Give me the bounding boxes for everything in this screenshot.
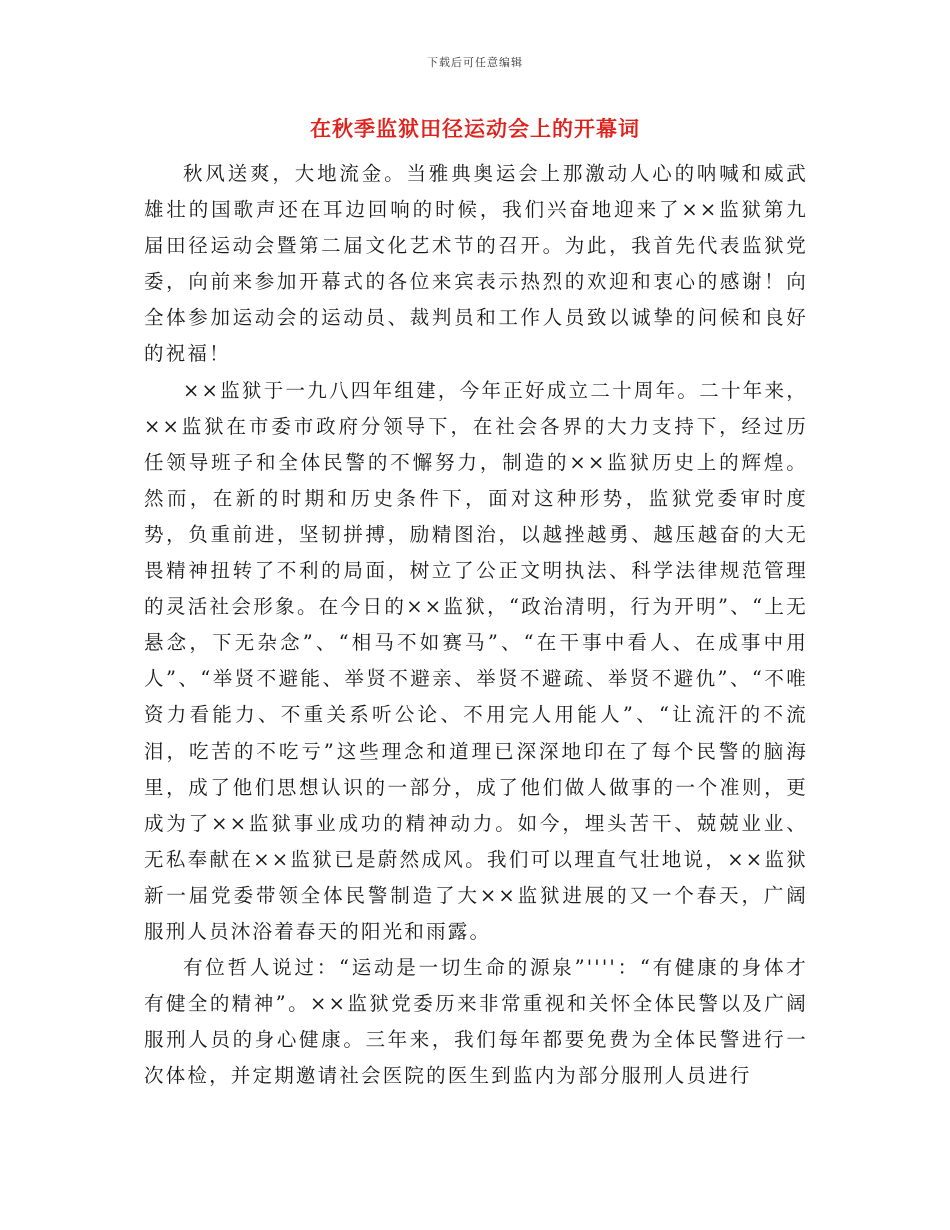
document-title: 在秋季监狱田径运动会上的开幕词 xyxy=(310,116,640,141)
paragraph: ××监狱于一九八四年组建，今年正好成立二十周年。二十年来，××监狱在市委市政府分领导下，在社会各界的大力支持下，经过历任领导班子和全体民警的不懈努力，制造的××监狱历史上的辉煌。然而，在新的时期和历史条件下，面对这种形势，监狱党委审时度势，负重前进，坚韧拼搏，励精图治，以越挫越勇、越压越奋的大无畏精神扭转了不利的局面，树立了公正文明执法、科学法律规范管理的灵活社会形象。在今日的××监狱，“政治清明，行为开明”、“上无悬念，下无杂念”、“相马不如赛马”、“在干事中看人、在成事中用人”、“举贤不避能、举贤不避亲、举贤不避疏、举贤不避仇”、“不唯资力看能力、不重关系听公论、不用完人用能人”、“让流汗的不流泪，吃苦的不吃亏”这些理念和道理已深深地印在了每个民警的脑海里，成了他们思想认识的一部分，成了他们做人做事的一个准则，更成为了××监狱事业成功的精神动力。如今，埋头苦干、兢兢业业、无私奉献在××监狱已是蔚然成风。我们可以理直气壮地说，××监狱新一届党委带领全体民警制造了大××监狱进展的又一个春天，广阔服刑人员沐浴着春天的阳光和雨露。 xyxy=(144,378,808,943)
paragraph: 秋风送爽，大地流金。当雅典奥运会上那激动人心的呐喊和威武雄壮的国歌声还在耳边回响的时候，我们兴奋地迎来了××监狱第九届田径运动会暨第二届文化艺术节的召开。为此，我首先代表监狱党委，向前来参加开幕式的各位来宾表示热烈的欢迎和衷心的感谢！向全体参加运动会的运动员、裁判员和工作人员致以诚挚的问候和良好的祝福！ xyxy=(144,162,808,366)
document-body xyxy=(144,156,808,1094)
paragraph: 有位哲人说过：“运动是一切生命的源泉”''''：“有健康的身体才有健全的精神”。××监狱党委历来非常重视和关怀全体民警以及广阔服刑人员的身心健康。三年来，我们每年都要免费为全体民警进行一次体检，并定期邀请社会医院的医生到监内为部分服刑人员进行 xyxy=(144,956,808,1088)
page-header: 下载后可任意编辑 xyxy=(427,56,523,69)
